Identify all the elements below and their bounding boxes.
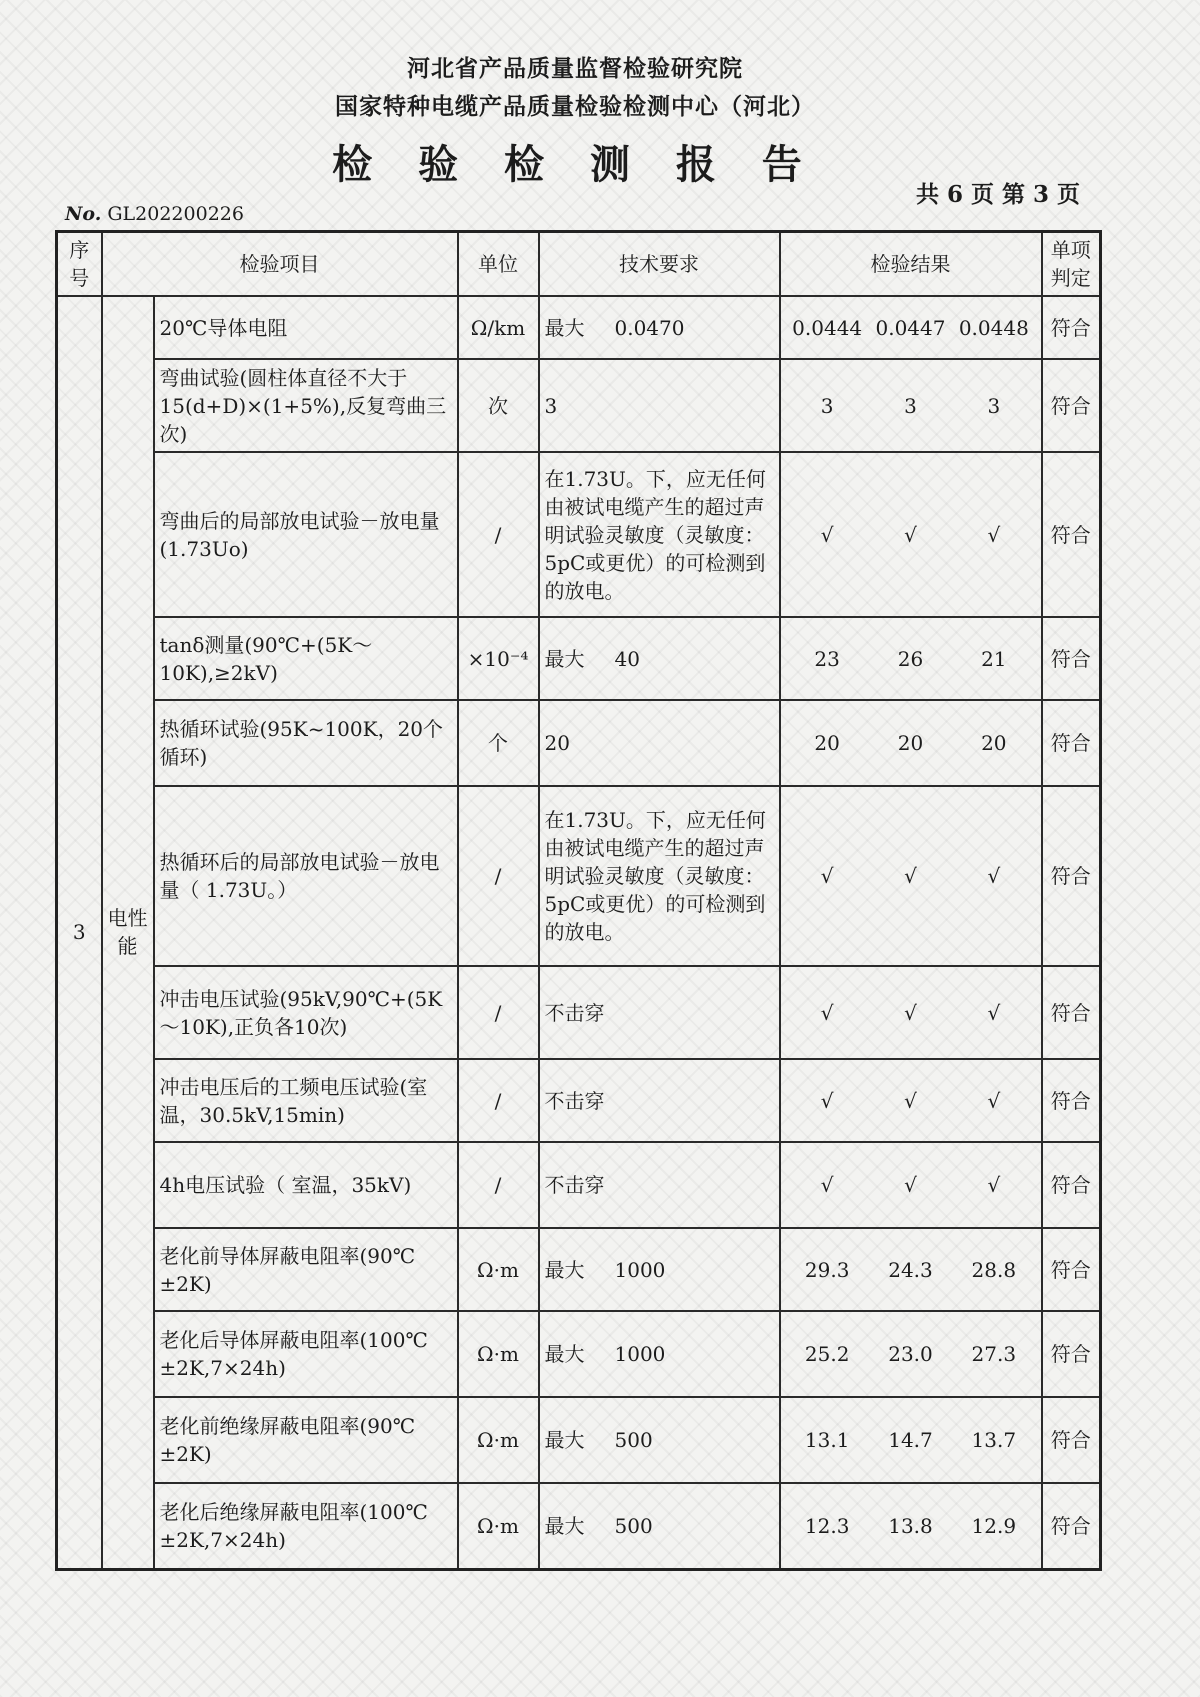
- requirement: [539, 452, 780, 617]
- unit: Ω·m: [458, 1397, 539, 1483]
- judgment: 符合: [1042, 1397, 1101, 1483]
- requirement-prefix: 最大: [544, 1428, 585, 1452]
- requirement-prefix: 最大: [544, 1513, 585, 1538]
- table-row: [57, 1311, 1101, 1397]
- requirement: [539, 1059, 780, 1142]
- col-header-seq: 序号: [57, 232, 102, 297]
- test-item: 热循环后的局部放电试验－放电量（ 1.73U。）: [154, 786, 458, 966]
- requirement-value: 20: [544, 731, 570, 755]
- requirement-value: 在1.73U。下，应无任何由被试电缆产生的超过声明试验灵敏度（灵敏度：5pC或更优）的可检测到的放电。: [544, 808, 766, 944]
- requirement: [539, 1228, 780, 1311]
- unit: 次: [458, 359, 539, 452]
- requirement-value: 不击穿: [544, 1088, 605, 1113]
- result-value: 13.1: [804, 1428, 850, 1452]
- result-value: 24.3: [888, 1257, 933, 1282]
- result-value: √: [820, 864, 834, 888]
- col-header-unit: 单位: [458, 232, 539, 297]
- results: [780, 452, 1042, 617]
- requirement-prefix: 最大: [544, 1342, 585, 1366]
- col-header-requirement: 技术要求: [539, 232, 780, 297]
- table-row: [57, 1142, 1101, 1228]
- result-value: √: [987, 1000, 1001, 1025]
- result-value: √: [904, 1000, 917, 1025]
- col-header-item: 检验项目: [102, 232, 458, 297]
- judgment: 符合: [1042, 1311, 1101, 1397]
- result-value: √: [904, 1173, 917, 1197]
- result-value: 3: [820, 393, 834, 418]
- requirement: [539, 617, 780, 700]
- inspection-table: [55, 230, 1102, 1571]
- unit: ×10⁻⁴: [458, 617, 539, 700]
- test-item: 老化前绝缘屏蔽电阻率(90℃±2K): [154, 1397, 458, 1483]
- judgment: 符合: [1042, 359, 1101, 452]
- test-item: 热循环试验(95K~100K，20个循环): [154, 700, 458, 786]
- requirement-value: 500: [614, 1428, 653, 1452]
- judgment: 符合: [1042, 700, 1101, 786]
- unit: /: [458, 966, 539, 1059]
- requirement-value: 不击穿: [544, 1173, 605, 1197]
- test-item: 弯曲后的局部放电试验－放电量(1.73Uo): [154, 452, 458, 617]
- result-value: 14.7: [888, 1428, 933, 1452]
- unit: /: [458, 1059, 539, 1142]
- result-value: 20: [981, 731, 1007, 755]
- result-value: √: [820, 522, 834, 547]
- result-value: √: [904, 1088, 917, 1113]
- requirement: [539, 786, 780, 966]
- requirement-value: 0.0470: [614, 315, 685, 340]
- group-category: 电性能: [102, 296, 154, 1569]
- results: [780, 617, 1042, 700]
- table-row: [57, 1397, 1101, 1483]
- results: [780, 359, 1042, 452]
- table-row: [57, 1483, 1101, 1569]
- result-value: √: [820, 1088, 834, 1113]
- col-header-result: 检验结果: [780, 232, 1042, 297]
- test-item: 冲击电压后的工频电压试验(室温，30.5kV,15min): [154, 1059, 458, 1142]
- judgment: 符合: [1042, 1142, 1101, 1228]
- requirement-prefix: 最大: [544, 646, 585, 671]
- requirement-value: 在1.73U。下，应无任何由被试电缆产生的超过声明试验灵敏度（灵敏度：5pC或更优）的可检测到的放电。: [544, 466, 766, 603]
- result-value: √: [904, 522, 917, 547]
- test-item: 老化前导体屏蔽电阻率(90℃±2K): [154, 1228, 458, 1311]
- report-number: [65, 203, 244, 225]
- result-value: √: [987, 522, 1001, 547]
- table-row: [57, 296, 1101, 359]
- report-number-value: GL202200226: [107, 203, 244, 225]
- result-value: 29.3: [804, 1257, 850, 1282]
- result-value: √: [987, 1173, 1001, 1197]
- requirement-value: 3: [544, 393, 558, 418]
- judgment: 符合: [1042, 966, 1101, 1059]
- result-value: 25.2: [804, 1342, 850, 1366]
- table-row: [57, 359, 1101, 452]
- table-row: [57, 786, 1101, 966]
- results: [780, 1228, 1042, 1311]
- results: [780, 1142, 1042, 1228]
- requirement-prefix: 最大: [544, 1257, 585, 1282]
- result-value: 3: [904, 393, 917, 418]
- report-title: 检 验 检 测 报 告: [332, 141, 818, 188]
- requirement: [539, 966, 780, 1059]
- unit: /: [458, 452, 539, 617]
- group-seq: 3: [57, 296, 102, 1569]
- judgment: 符合: [1042, 786, 1101, 966]
- judgment: 符合: [1042, 617, 1101, 700]
- results: [780, 1397, 1042, 1483]
- requirement: [539, 1142, 780, 1228]
- result-value: 27.3: [971, 1342, 1017, 1366]
- result-value: 0.0447: [875, 315, 946, 340]
- unit: Ω·m: [458, 1483, 539, 1569]
- result-value: 23: [814, 646, 840, 671]
- result-value: 23.0: [888, 1342, 933, 1366]
- result-value: 13.8: [888, 1513, 933, 1538]
- table-row: [57, 966, 1101, 1059]
- unit: Ω·m: [458, 1311, 539, 1397]
- result-value: 26: [897, 646, 924, 671]
- result-value: 13.7: [971, 1428, 1017, 1452]
- result-value: 20: [897, 731, 924, 755]
- requirement: [539, 1397, 780, 1483]
- table-row: [57, 700, 1101, 786]
- unit: Ω·m: [458, 1228, 539, 1311]
- results: [780, 1311, 1042, 1397]
- unit: Ω/km: [458, 296, 539, 359]
- report-number-label: No.: [65, 203, 102, 225]
- org-name-line1: 河北省产品质量监督检验研究院: [407, 55, 743, 82]
- judgment: 符合: [1042, 1483, 1101, 1569]
- results: [780, 296, 1042, 359]
- table-row: [57, 617, 1101, 700]
- test-item: 4h电压试验（ 室温，35kV): [154, 1142, 458, 1228]
- result-value: √: [987, 1088, 1001, 1113]
- result-value: √: [904, 864, 917, 888]
- unit: /: [458, 786, 539, 966]
- judgment: 符合: [1042, 296, 1101, 359]
- unit: /: [458, 1142, 539, 1228]
- results: [780, 1059, 1042, 1142]
- result-value: 12.3: [804, 1513, 850, 1538]
- table-header-row: [57, 232, 1101, 297]
- test-item: 老化后绝缘屏蔽电阻率(100℃±2K,7×24h): [154, 1483, 458, 1569]
- page-info: 共 6 页 第 3 页: [916, 181, 1081, 208]
- result-value: 20: [814, 731, 840, 755]
- result-value: 0.0448: [958, 315, 1029, 340]
- requirement: [539, 700, 780, 786]
- requirement-value: 40: [614, 646, 640, 671]
- requirement-value: 500: [614, 1513, 653, 1538]
- results: [780, 1483, 1042, 1569]
- requirement: [539, 1311, 780, 1397]
- test-item: 老化后导体屏蔽电阻率(100℃±2K,7×24h): [154, 1311, 458, 1397]
- result-value: √: [820, 1173, 834, 1197]
- test-item: 冲击电压试验(95kV,90℃+(5K～10K),正负各10次): [154, 966, 458, 1059]
- result-value: 0.0444: [792, 315, 863, 340]
- table-row: [57, 452, 1101, 617]
- col-header-judgment: 单项判定: [1042, 232, 1101, 297]
- result-value: 28.8: [971, 1257, 1017, 1282]
- result-value: √: [987, 864, 1001, 888]
- requirement: [539, 359, 780, 452]
- unit: 个: [458, 700, 539, 786]
- results: [780, 700, 1042, 786]
- result-value: 12.9: [971, 1513, 1017, 1538]
- requirement-value: 不击穿: [544, 1000, 605, 1025]
- judgment: 符合: [1042, 1059, 1101, 1142]
- test-item: 弯曲试验(圆柱体直径不大于15(d+D)×(1+5%),反复弯曲三次): [154, 359, 458, 452]
- result-value: 21: [981, 646, 1007, 671]
- judgment: 符合: [1042, 1228, 1101, 1311]
- requirement-value: 1000: [614, 1342, 666, 1366]
- org-name-line2: 国家特种电缆产品质量检验检测中心（河北）: [335, 93, 815, 120]
- requirement: [539, 296, 780, 359]
- results: [780, 966, 1042, 1059]
- test-item: 20℃导体电阻: [154, 296, 458, 359]
- requirement: [539, 1483, 780, 1569]
- result-value: √: [820, 1000, 834, 1025]
- results: [780, 786, 1042, 966]
- table-row: [57, 1228, 1101, 1311]
- judgment: 符合: [1042, 452, 1101, 617]
- requirement-value: 1000: [614, 1257, 666, 1282]
- test-item: tanδ测量(90℃+(5K～10K),≥2kV): [154, 617, 458, 700]
- table-row: [57, 1059, 1101, 1142]
- result-value: 3: [987, 393, 1001, 418]
- requirement-prefix: 最大: [544, 315, 585, 340]
